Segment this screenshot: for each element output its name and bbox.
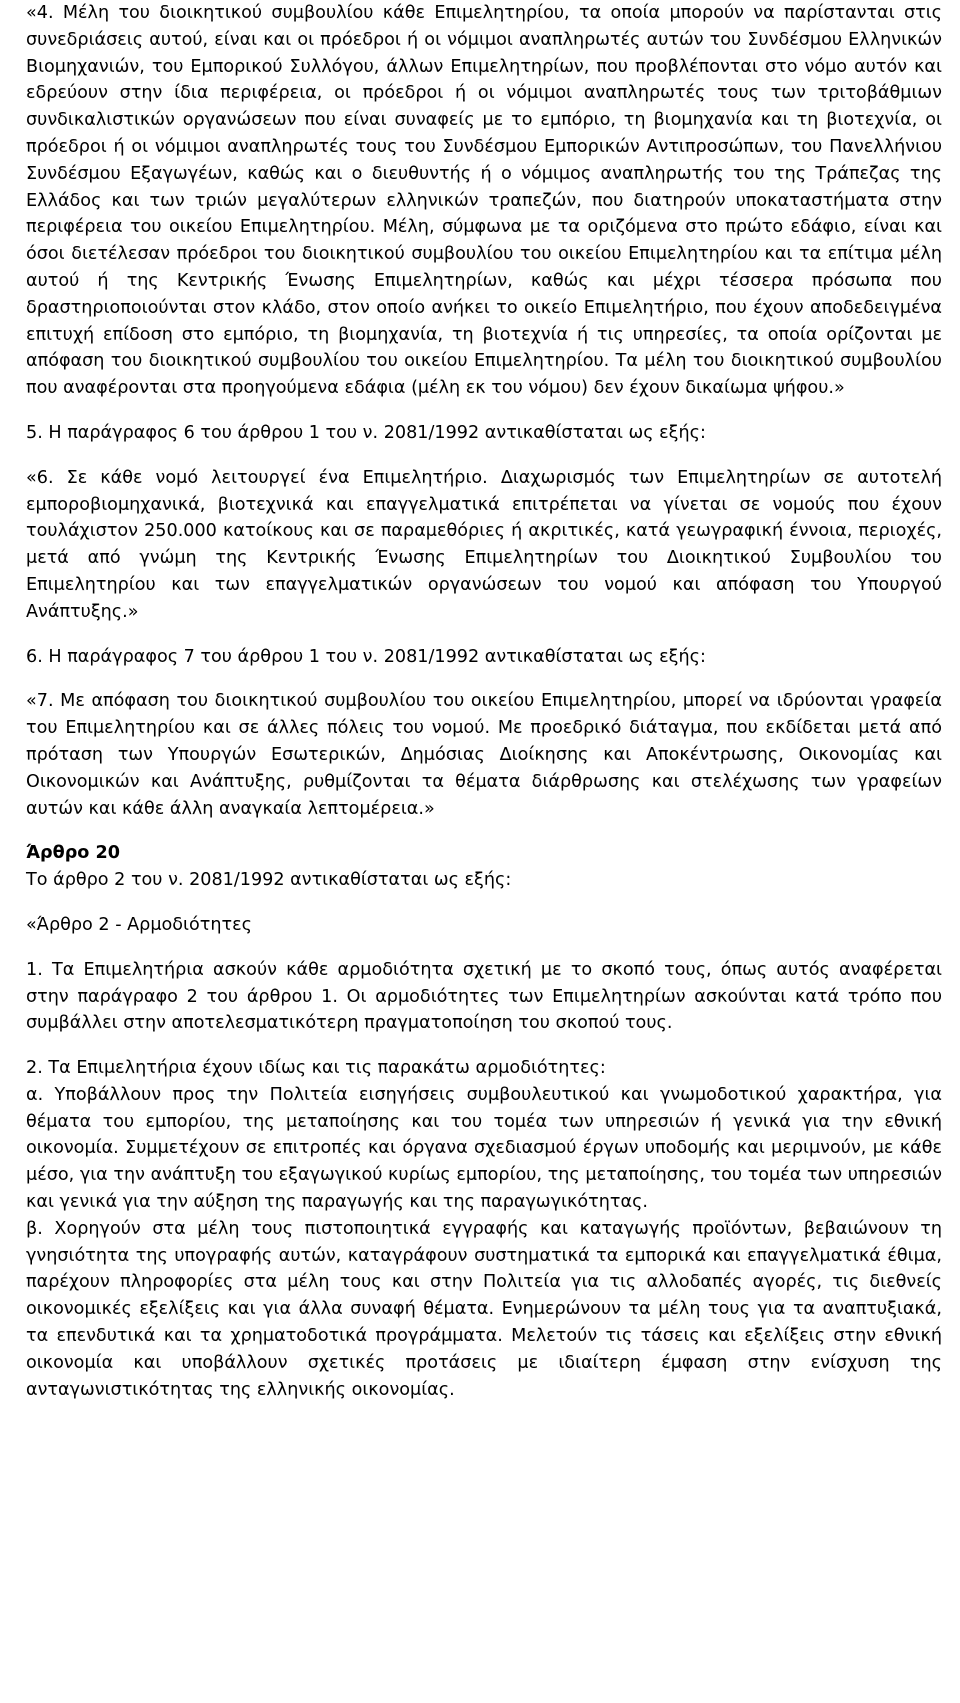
paragraph-4-amendment: «4. Μέλη του διοικητικού συμβουλίου κάθε Επιμελητηρίου, τα οποία μπορούν να παρίστανται στις συνεδριάσεις αυτού, είναι και οι πρόεδροι ή οι νόμιμοι αναπληρωτές αυτών του Συνδέσμου Ελληνικών Βιομηχανιών, του Εμπορικού Συλλόγου, άλλων Επιμελητηρίων, που προβλέπονται στο νόμο αυτόν και εδρεύουν στην ίδια περιφέρεια, οι πρόεδροι ή οι νόμιμοι αναπληρωτές τους των τριτοβάθμιων συνδικαλιστικών οργανώσεων που είναι συναφείς με το εμπόριο, τη βιομηχανία και τη βιοτεχνία, οι πρόεδροι ή οι νόμιμοι αναπληρωτές τους του Συνδέσμου Εμπορικών Αντιπροσώπων, του Πανελλήνιου Συνδέσμου Εξαγωγέων, καθώς και ο διευθυντής ή ο νόμιμος αναπληρωτής του της Τράπεζας της Ελλάδος και των τριών μεγαλύτερων ελληνικών τραπεζών, που διατηρούν υποκαταστήματα στην περιφέρεια του οικείου Επιμελητηρίου. Μέλη, σύμφωνα με τα οριζόμενα στο πρώτο εδάφιο, είναι και όσοι διετέλεσαν πρόεδροι του διοικητικού συμβουλίου του οικείου Επιμελητηρίου και τα επίτιμα μέλη αυτού ή της Κεντρικής Ένωσης Επιμελητηρίων, καθώς και μέχρι τέσσερα πρόσωπα που δραστηριοποιούνται στον κλάδο, στον οποίο ανήκει το οικείο Επιμελητήριο, που έχουν αποδεδειγμένα επιτυχή επίδοση στο εμπόριο, τη βιομηχανία, τη βιοτεχνία ή τις υπηρεσίες, τα οποία ορίζονται με απόφαση του διοικητικού συμβουλίου του οικείου Επιμελητηρίου. Τα μέλη του διοικητικού συμβουλίου που αναφέρονται στα προηγούμενα εδάφια (μέλη εκ του νόμου) δεν έχουν δικαίωμα ψήφου.»: [26, 3, 942, 399]
section-5-body: «6. Σε κάθε νομό λειτουργεί ένα Επιμελητήριο. Διαχωρισμός των Επιμελητηρίων σε αυτοτελή εμποροβιομηχανικά, βιοτεχνικά και επαγγελματικά επιτρέπεται να γίνεται σε νομούς που έχουν τουλάχιστον 250.000 κατοίκους και σε παραμεθόριες ή ακριτικές, κατά γεωγραφική έννοια, περιοχές, μετά από γνώμη της Κεντρικής Ένωσης Επιμελητηρίων του Διοικητικού Συμβουλίου του Επιμελητηρίου και των επαγγελματικών οργανώσεων του νομού και απόφαση του Υπουργού Ανάπτυξης.»: [26, 467, 942, 622]
competence-item-2: [26, 1055, 942, 1403]
article-20-heading: Άρθρο 20: [26, 843, 120, 864]
competence-item-2-title: 2. Τα Επιμελητήρια έχουν ιδίως και τις παρακάτω αρμοδιότητες:: [26, 1058, 606, 1079]
article-2-title: «Άρθρο 2 - Αρμοδιότητες: [26, 914, 252, 935]
article-20-intro: Το άρθρο 2 του ν. 2081/1992 αντικαθίσταται ως εξής:: [26, 870, 512, 891]
section-6-title: 6. Η παράγραφος 7 του άρθρου 1 του ν. 2081/1992 αντικαθίσταται ως εξής:: [26, 646, 706, 667]
competence-item-2-beta: β. Χορηγούν στα μέλη τους πιστοποιητικά εγγραφής και καταγωγής προϊόντων, βεβαιώνουν τη γνησιότητα της υπογραφής αυτών, καταγράφουν συστηματικά τα εμπορικά και επαγγελματικά έθιμα, παρέχουν πληροφορίες στα μέλη τους και στην Πολιτεία για τις αλλοδαπές αγορές, τις διεθνείς οικονομικές εξελίξεις και για άλλα συναφή θέματα. Ενημερώνουν τα μέλη τους για τα αναπτυξιακά, τα επενδυτικά και τα χρηματοδοτικά προγράμματα. Μελετούν τις τάσεις και εξελίξεις στην εθνική οικονομία και υποβάλλουν σχετικές προτάσεις με ιδιαίτερη έμφαση στην ενίσχυση της ανταγωνιστικότητας της ελληνικής οικονομίας.: [26, 1218, 942, 1400]
section-6-body: «7. Με απόφαση του διοικητικού συμβουλίου του οικείου Επιμελητηρίου, μπορεί να ιδρύονται γραφεία του Επιμελητηρίου και σε άλλες πόλεις του νομού. Με προεδρικό διάταγμα, που εκδίδεται μετά από πρόταση των Υπουργών Εσωτερικών, Δημόσιας Διοίκησης και Αποκέντρωσης, Οικονομίας και Οικονομικών και Ανάπτυξης, ρυθμίζονται τα θέματα διάρθρωσης και στελέχωσης των γραφείων αυτών και κάθε άλλη αναγκαία λεπτομέρεια.»: [26, 691, 942, 819]
competence-item-1: 1. Τα Επιμελητήρια ασκούν κάθε αρμοδιότητα σχετική με το σκοπό τους, όπως αυτός αναφέρεται στην παράγραφο 2 του άρθρου 1. Οι αρμοδιότητες των Επιμελητηρίων ασκούνται κατά τρόπο που συμβάλλει στην αποτελεσματικότερη πραγματοποίηση του σκοπού τους.: [26, 959, 942, 1034]
section-5-title: 5. Η παράγραφος 6 του άρθρου 1 του ν. 2081/1992 αντικαθίσταται ως εξής:: [26, 422, 706, 443]
competence-item-2-alpha: α. Υποβάλλουν προς την Πολιτεία εισηγήσεις συμβουλευτικού και γνωμοδοτικού χαρακτήρα, για θέματα του εμπορίου, της μεταποίησης και του τομέα των υπηρεσιών ή γενικά για την εθνική οικονομία. Συμμετέχουν σε επιτροπές και όργανα σχεδιασμού έργων υποδομής και μεριμνούν, με κάθε μέσο, για την ανάπτυξη του εξαγωγικού κυρίως εμπορίου, της μεταποίησης, του τομέα των υπηρεσιών και γενικά για την αύξηση της παραγωγής και της παραγωγικότητας.: [26, 1084, 942, 1213]
